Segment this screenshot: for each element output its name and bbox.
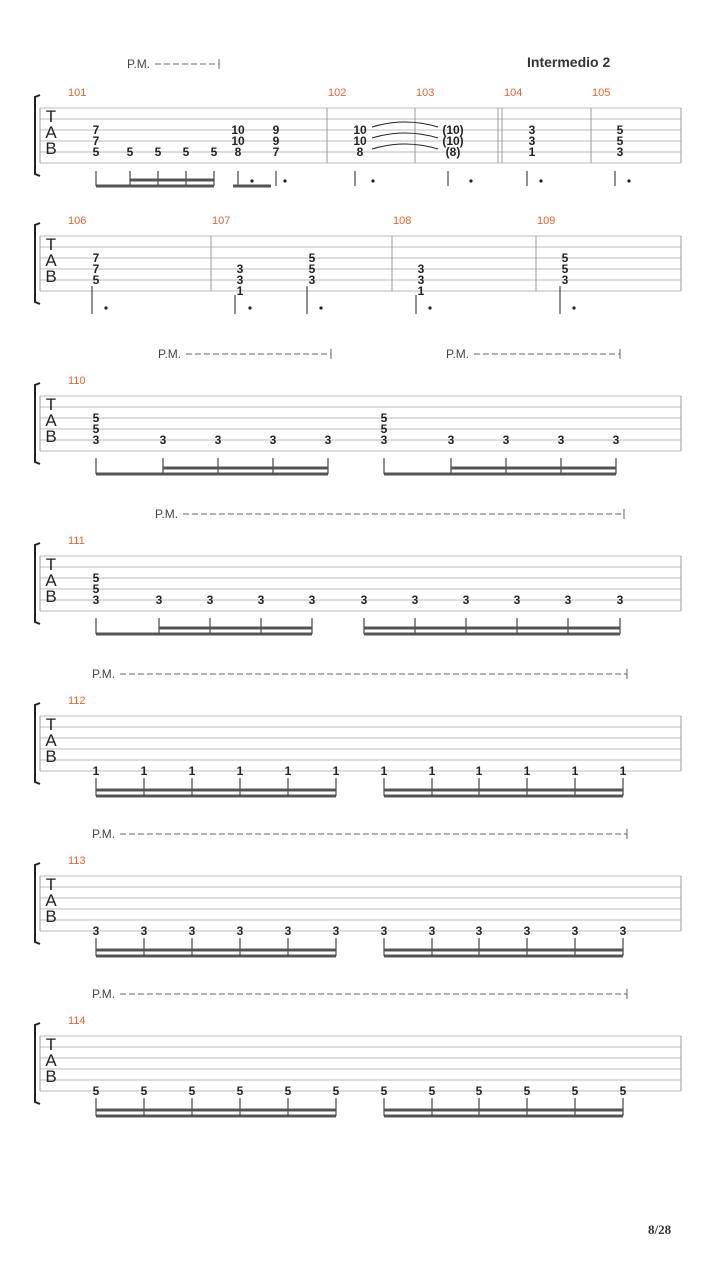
rhythm-dot bbox=[248, 306, 251, 309]
tab-clef-letter: T bbox=[45, 395, 57, 414]
fret-number: 3 bbox=[257, 593, 265, 607]
fret-number: 3 bbox=[236, 262, 244, 276]
tab-clef-letter: A bbox=[45, 123, 57, 142]
fret-number: 3 bbox=[269, 433, 277, 447]
fret-number: 9 bbox=[272, 123, 280, 137]
fret-number: 5 bbox=[619, 1084, 627, 1098]
fret-number: 10 bbox=[353, 134, 367, 148]
fret-number: 3 bbox=[140, 924, 148, 938]
rhythm-dot bbox=[283, 179, 286, 182]
fret-number: 5 bbox=[475, 1084, 483, 1098]
fret-number: 3 bbox=[92, 433, 100, 447]
palm-mute-label: P.M. bbox=[155, 507, 179, 521]
palm-mute-label: P.M. bbox=[92, 987, 116, 1001]
fret-number: 5 bbox=[332, 1084, 340, 1098]
fret-number: 5 bbox=[182, 145, 190, 159]
fret-number: 5 bbox=[308, 262, 316, 276]
fret-number: 3 bbox=[236, 273, 244, 287]
tab-clef-letter: A bbox=[45, 1051, 57, 1070]
fret-number: 10 bbox=[231, 123, 245, 137]
fret-number: 3 bbox=[188, 924, 196, 938]
fret-number: 5 bbox=[571, 1084, 579, 1098]
tab-clef-letter: T bbox=[45, 715, 57, 734]
fret-number: 7 bbox=[92, 134, 100, 148]
system-bracket bbox=[35, 543, 40, 624]
fret-number: 1 bbox=[284, 764, 292, 778]
fret-number: 1 bbox=[380, 764, 388, 778]
measure-number: 108 bbox=[393, 215, 412, 227]
fret-number: (10) bbox=[442, 123, 464, 137]
rhythm-dot bbox=[319, 306, 322, 309]
fret-number: 3 bbox=[380, 433, 388, 447]
section-title: Intermedio 2 bbox=[527, 54, 611, 70]
fret-number: (10) bbox=[442, 134, 464, 148]
palm-mute-label: P.M. bbox=[158, 347, 182, 361]
fret-number: 3 bbox=[619, 924, 627, 938]
fret-number: 7 bbox=[92, 123, 100, 137]
tie-arc bbox=[372, 122, 438, 127]
fret-number: 3 bbox=[159, 433, 167, 447]
tab-clef-letter: B bbox=[45, 139, 57, 158]
measure-number: 107 bbox=[212, 215, 231, 227]
fret-number: 5 bbox=[92, 571, 100, 585]
tab-clef-letter: A bbox=[45, 891, 57, 910]
tab-clef-letter: B bbox=[45, 747, 57, 766]
fret-number: 8 bbox=[234, 145, 242, 159]
fret-number: 10 bbox=[353, 123, 367, 137]
tab-clef-letter: A bbox=[45, 731, 57, 750]
measure-number: 106 bbox=[68, 215, 87, 227]
fret-number: 3 bbox=[513, 593, 521, 607]
fret-number: 5 bbox=[92, 582, 100, 596]
fret-number: 3 bbox=[417, 273, 425, 287]
fret-number: 3 bbox=[462, 593, 470, 607]
fret-number: 5 bbox=[284, 1084, 292, 1098]
fret-number: 3 bbox=[308, 273, 316, 287]
fret-number: 1 bbox=[332, 764, 340, 778]
fret-number: 3 bbox=[447, 433, 455, 447]
fret-number: 5 bbox=[380, 422, 388, 436]
fret-number: 3 bbox=[236, 924, 244, 938]
fret-number: 3 bbox=[561, 273, 569, 287]
fret-number: 10 bbox=[231, 134, 245, 148]
measure-number: 111 bbox=[68, 535, 85, 547]
fret-number: 5 bbox=[92, 1084, 100, 1098]
measure-number: 114 bbox=[68, 1015, 86, 1027]
fret-number: 3 bbox=[155, 593, 163, 607]
tab-clef-letter: T bbox=[45, 107, 57, 126]
fret-number: 5 bbox=[92, 411, 100, 425]
tab-clef-letter: T bbox=[45, 555, 57, 574]
fret-number: 7 bbox=[92, 262, 100, 276]
fret-number: 5 bbox=[140, 1084, 148, 1098]
fret-number: 5 bbox=[126, 145, 134, 159]
fret-number: (8) bbox=[445, 145, 461, 159]
fret-number: 5 bbox=[616, 123, 624, 137]
palm-mute-label: P.M. bbox=[92, 667, 116, 681]
fret-number: 3 bbox=[616, 145, 624, 159]
measure-number: 102 bbox=[328, 87, 347, 99]
fret-number: 3 bbox=[528, 134, 536, 148]
fret-number: 1 bbox=[571, 764, 579, 778]
fret-number: 3 bbox=[214, 433, 222, 447]
palm-mute-label: P.M. bbox=[127, 57, 151, 71]
fret-number: 1 bbox=[92, 764, 100, 778]
rhythm-dot bbox=[539, 179, 542, 182]
tab-clef-letter: A bbox=[45, 411, 57, 430]
fret-number: 8 bbox=[356, 145, 364, 159]
tab-clef-letter: T bbox=[45, 875, 57, 894]
fret-number: 5 bbox=[380, 411, 388, 425]
measure-number: 101 bbox=[68, 87, 87, 99]
fret-number: 7 bbox=[92, 251, 100, 265]
system-bracket bbox=[35, 1023, 40, 1104]
fret-number: 9 bbox=[272, 134, 280, 148]
tab-clef-letter: B bbox=[45, 907, 57, 926]
palm-mute-label: P.M. bbox=[446, 347, 470, 361]
tab-clef-letter: A bbox=[45, 571, 57, 590]
tie-arc bbox=[372, 144, 438, 149]
rhythm-dot bbox=[250, 179, 253, 182]
fret-number: 3 bbox=[380, 924, 388, 938]
rhythm-dot bbox=[469, 179, 472, 182]
rhythm-dot bbox=[371, 179, 374, 182]
measure-number: 105 bbox=[592, 87, 611, 99]
system-bracket bbox=[35, 95, 40, 176]
fret-number: 1 bbox=[236, 284, 244, 298]
fret-number: 3 bbox=[92, 593, 100, 607]
tab-clef-letter: B bbox=[45, 587, 57, 606]
fret-number: 3 bbox=[616, 593, 624, 607]
fret-number: 7 bbox=[272, 145, 280, 159]
fret-number: 5 bbox=[154, 145, 162, 159]
tab-clef-letter: B bbox=[45, 427, 57, 446]
measure-number: 110 bbox=[68, 375, 86, 387]
fret-number: 3 bbox=[417, 262, 425, 276]
fret-number: 5 bbox=[92, 422, 100, 436]
fret-number: 3 bbox=[308, 593, 316, 607]
system-bracket bbox=[35, 223, 40, 304]
measure-number: 112 bbox=[68, 695, 86, 707]
fret-number: 3 bbox=[92, 924, 100, 938]
fret-number: 5 bbox=[188, 1084, 196, 1098]
measure-number: 104 bbox=[504, 87, 523, 99]
tab-clef-letter: T bbox=[45, 1035, 57, 1054]
measure-number: 103 bbox=[416, 87, 435, 99]
system-bracket bbox=[35, 703, 40, 784]
fret-number: 5 bbox=[308, 251, 316, 265]
fret-number: 3 bbox=[332, 924, 340, 938]
fret-number: 5 bbox=[92, 273, 100, 287]
fret-number: 3 bbox=[528, 123, 536, 137]
system-bracket bbox=[35, 383, 40, 464]
fret-number: 1 bbox=[417, 284, 425, 298]
fret-number: 5 bbox=[210, 145, 218, 159]
fret-number: 3 bbox=[502, 433, 510, 447]
rhythm-dot bbox=[428, 306, 431, 309]
measure-number: 113 bbox=[68, 855, 86, 867]
fret-number: 1 bbox=[140, 764, 148, 778]
fret-number: 1 bbox=[619, 764, 627, 778]
fret-number: 3 bbox=[206, 593, 214, 607]
fret-number: 5 bbox=[616, 134, 624, 148]
fret-number: 5 bbox=[561, 262, 569, 276]
rhythm-dot bbox=[627, 179, 630, 182]
tab-clef-letter: A bbox=[45, 251, 57, 270]
page-number: 8/28 bbox=[648, 1222, 672, 1237]
fret-number: 5 bbox=[561, 251, 569, 265]
fret-number: 3 bbox=[564, 593, 572, 607]
fret-number: 5 bbox=[236, 1084, 244, 1098]
fret-number: 3 bbox=[571, 924, 579, 938]
tab-clef-letter: B bbox=[45, 1067, 57, 1086]
palm-mute-label: P.M. bbox=[92, 827, 116, 841]
fret-number: 1 bbox=[236, 764, 244, 778]
tie-arc bbox=[372, 133, 438, 138]
system-bracket bbox=[35, 863, 40, 944]
fret-number: 1 bbox=[475, 764, 483, 778]
rhythm-dot bbox=[104, 306, 107, 309]
tab-clef-letter: B bbox=[45, 267, 57, 286]
fret-number: 3 bbox=[475, 924, 483, 938]
fret-number: 3 bbox=[523, 924, 531, 938]
fret-number: 3 bbox=[411, 593, 419, 607]
measure-number: 109 bbox=[537, 215, 556, 227]
fret-number: 1 bbox=[528, 145, 536, 159]
fret-number: 3 bbox=[612, 433, 620, 447]
fret-number: 1 bbox=[188, 764, 196, 778]
fret-number: 5 bbox=[428, 1084, 436, 1098]
tab-clef-letter: T bbox=[45, 235, 57, 254]
fret-number: 5 bbox=[523, 1084, 531, 1098]
fret-number: 1 bbox=[428, 764, 436, 778]
fret-number: 5 bbox=[92, 145, 100, 159]
fret-number: 3 bbox=[284, 924, 292, 938]
fret-number: 5 bbox=[380, 1084, 388, 1098]
fret-number: 3 bbox=[428, 924, 436, 938]
fret-number: 3 bbox=[324, 433, 332, 447]
fret-number: 3 bbox=[557, 433, 565, 447]
fret-number: 1 bbox=[523, 764, 531, 778]
fret-number: 3 bbox=[360, 593, 368, 607]
rhythm-dot bbox=[572, 306, 575, 309]
